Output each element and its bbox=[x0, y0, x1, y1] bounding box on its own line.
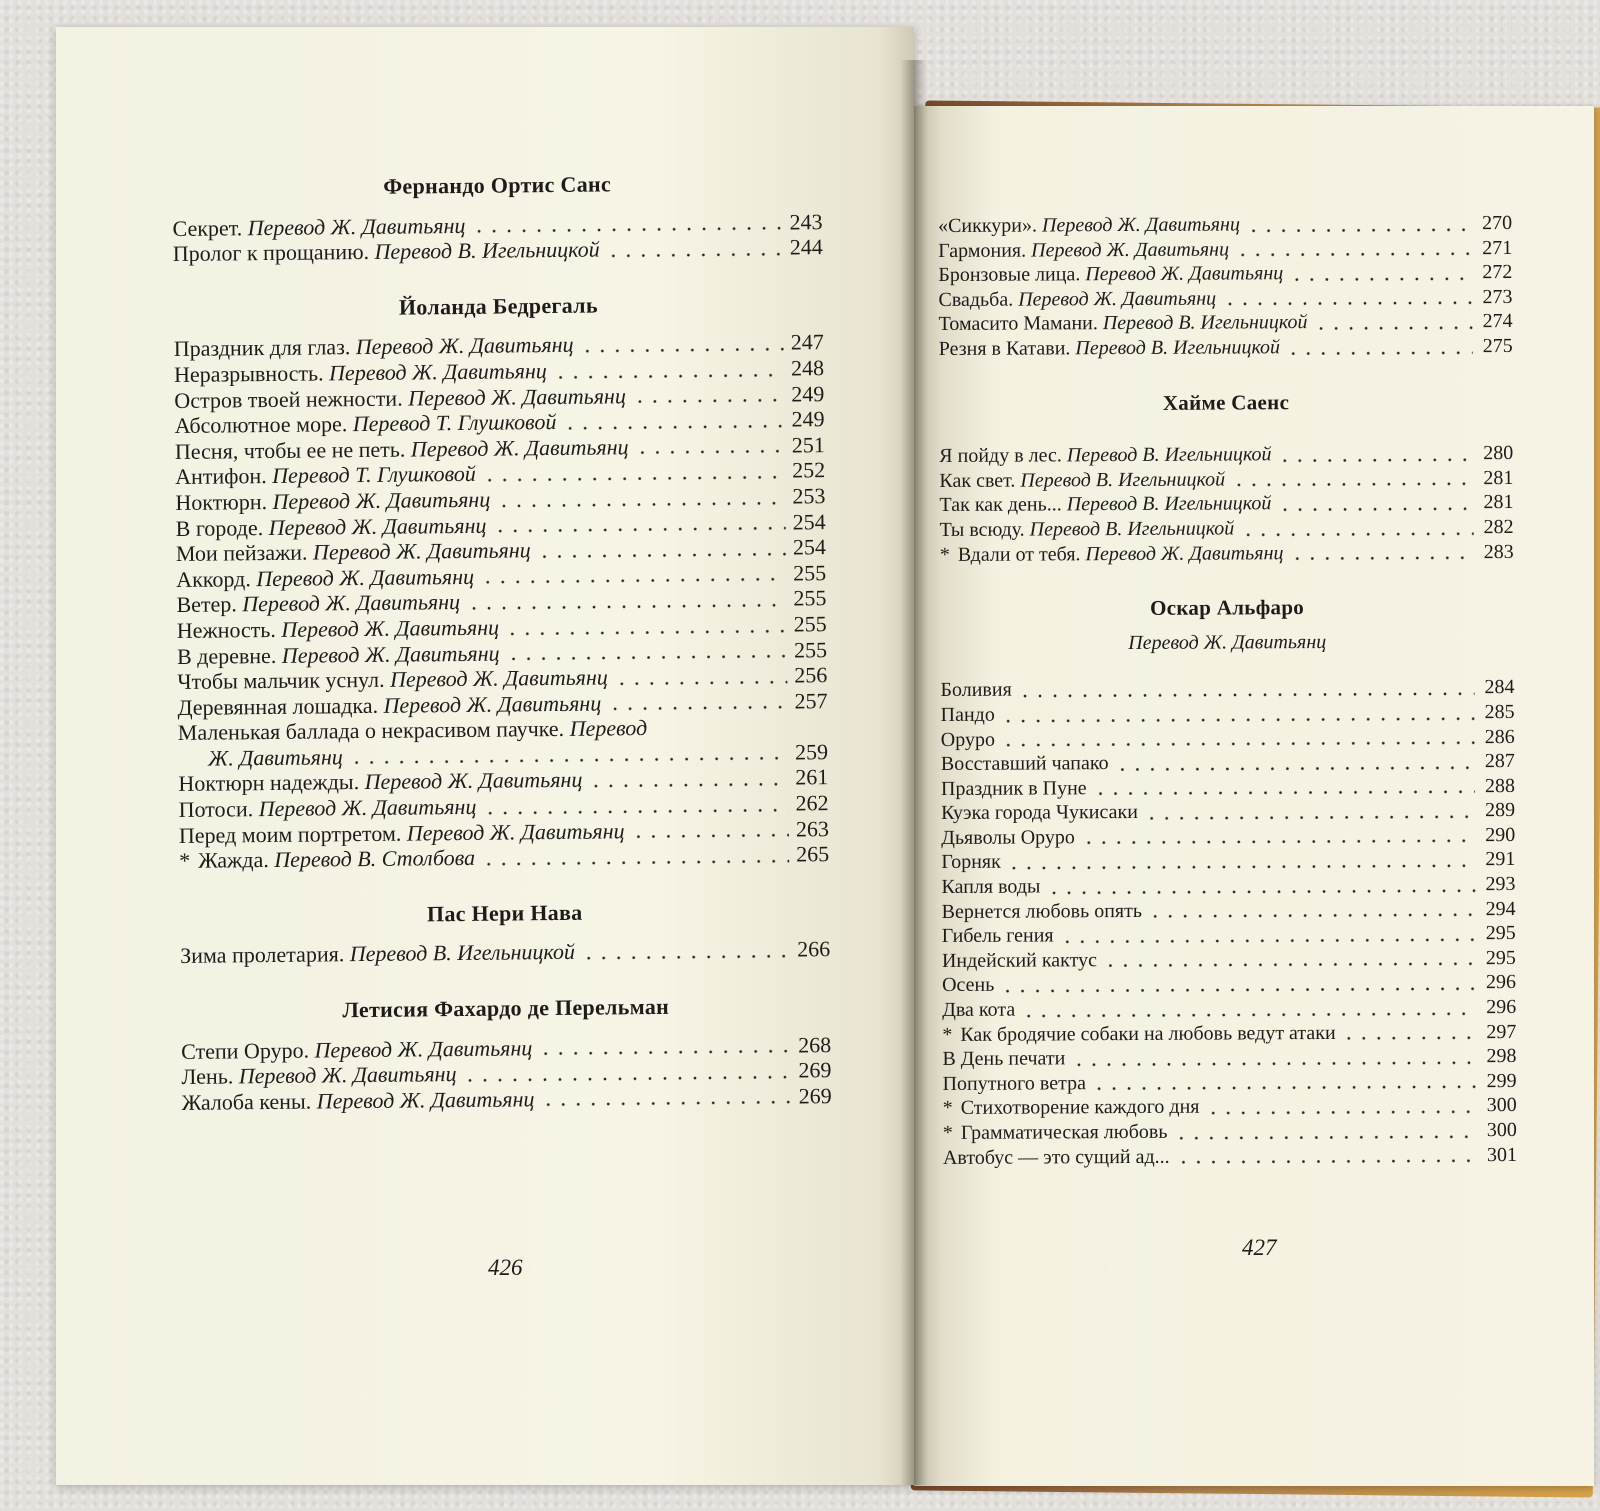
entry-title: Вернется любовь опять bbox=[941, 899, 1143, 923]
dot-leader bbox=[506, 655, 787, 661]
left-page-toc bbox=[172, 169, 832, 1115]
entry-page-number: 269 bbox=[798, 1082, 832, 1109]
dot-leader bbox=[496, 501, 785, 507]
entry-translator: Перевод В. Игельницкой bbox=[1075, 336, 1281, 360]
dot-leader bbox=[581, 955, 790, 960]
dot-leader bbox=[463, 1075, 792, 1081]
entry-title: Секрет. bbox=[172, 214, 243, 241]
entry-title: Абсолютное море. bbox=[174, 411, 348, 439]
toc-entry bbox=[938, 285, 1512, 313]
new-translation-asterisk: * bbox=[939, 543, 950, 566]
entry-title: В городе. bbox=[175, 514, 264, 541]
entry-page-number: 281 bbox=[1483, 491, 1514, 514]
entry-translator: Перевод Ж. Давитьянц bbox=[268, 512, 487, 540]
entry-page-number: 268 bbox=[797, 1031, 832, 1058]
entry-page-number: 299 bbox=[1486, 1069, 1517, 1092]
author-heading: Летисия Фахардо де Перельман bbox=[342, 993, 670, 1023]
dot-leader bbox=[538, 1050, 791, 1056]
dot-leader bbox=[1001, 717, 1475, 722]
entry-title: Степи Оруро. bbox=[181, 1037, 310, 1064]
toc-entry bbox=[942, 1020, 1516, 1048]
entry-page-number: 298 bbox=[1486, 1045, 1517, 1068]
entry-page-number: 283 bbox=[1483, 540, 1514, 563]
entry-translator: Перевод В. Столбова bbox=[274, 845, 476, 873]
dot-leader bbox=[1000, 987, 1476, 992]
entry-page-number: 247 bbox=[790, 329, 824, 355]
dot-leader bbox=[492, 527, 785, 533]
author-heading: Йоланда Бедрегаль bbox=[398, 292, 598, 320]
entry-title: В День печати bbox=[942, 1047, 1066, 1071]
book-gutter bbox=[900, 60, 928, 1485]
entry-title: В деревне. bbox=[176, 642, 277, 669]
entry-title: Как бродячие собаки на любовь ведут атаки bbox=[960, 1021, 1336, 1046]
dot-leader bbox=[482, 476, 785, 482]
entry-page-number: 296 bbox=[1486, 996, 1517, 1019]
toc-entry bbox=[940, 675, 1514, 703]
new-translation-asterisk: * bbox=[942, 1121, 953, 1144]
toc-entry bbox=[942, 970, 1516, 998]
toc-entry bbox=[939, 309, 1513, 337]
entry-translator: Перевод Ж. Давитьянц bbox=[238, 1061, 457, 1089]
entry-page-number: 255 bbox=[793, 559, 827, 586]
entry-title: Так как день... bbox=[939, 493, 1062, 517]
entry-translator: Перевод Ж. Давитьянц bbox=[314, 1034, 533, 1063]
entry-title: Индейский кактус bbox=[941, 949, 1097, 972]
toc-entry bbox=[941, 872, 1515, 900]
entry-title: Лень. bbox=[181, 1063, 234, 1090]
entry-title: Мои пейзажи. bbox=[175, 539, 308, 567]
entry-title: Нежность. bbox=[176, 616, 276, 643]
toc-entry bbox=[941, 700, 1515, 728]
entry-page-number: 274 bbox=[1482, 310, 1513, 333]
entry-translator: Перевод Ж. Давитьянц bbox=[272, 486, 491, 514]
dot-leader bbox=[481, 859, 789, 865]
entry-title: Пролог к прощанию. bbox=[172, 239, 370, 267]
dot-leader bbox=[632, 399, 784, 404]
entry-title: Автобус — это сущий ад... bbox=[942, 1145, 1170, 1169]
entry-page-number: 266 bbox=[797, 936, 831, 962]
entry-title: Томасито Мамани. bbox=[938, 312, 1098, 336]
entry-title: Гармония. bbox=[938, 239, 1027, 262]
dot-leader bbox=[1314, 326, 1473, 330]
dot-leader bbox=[1115, 766, 1475, 771]
author-heading: Пас Нери Нава bbox=[426, 899, 583, 927]
toc-entry bbox=[942, 946, 1516, 974]
dot-leader bbox=[588, 783, 788, 788]
dot-leader bbox=[537, 552, 786, 558]
entry-title: Жажда. bbox=[198, 847, 269, 874]
dot-leader bbox=[541, 1101, 792, 1107]
entry-title: Гибель гения bbox=[941, 924, 1054, 948]
entry-page-number: 281 bbox=[1483, 466, 1514, 489]
entry-page-number: 270 bbox=[1481, 211, 1513, 235]
entry-title: Боливия bbox=[940, 678, 1012, 702]
entry-title: Два кота bbox=[942, 998, 1016, 1022]
entry-page-number: 290 bbox=[1485, 823, 1516, 847]
entry-translator: Перевод Ж. Давитьянц bbox=[1085, 541, 1284, 565]
entry-translator: Перевод Ж. Давитьянц bbox=[242, 589, 461, 617]
entry-title: Ноктюрн надежды. bbox=[178, 769, 360, 797]
entry-title: Свадьба. bbox=[938, 288, 1014, 311]
entry-page-number: 285 bbox=[1484, 700, 1515, 724]
entry-title: Ты всюду. bbox=[939, 518, 1025, 541]
entry-page-number: 271 bbox=[1482, 236, 1513, 259]
entry-page-number: 287 bbox=[1484, 750, 1515, 773]
entry-translator: Перевод Ж. Давитьянц bbox=[1041, 213, 1240, 237]
dot-leader bbox=[1278, 458, 1474, 462]
entry-page-number: 288 bbox=[1484, 774, 1516, 797]
dot-leader bbox=[631, 834, 789, 839]
dot-leader bbox=[1092, 1086, 1477, 1091]
entry-translator: Перевод В. Игельницкой bbox=[1066, 443, 1272, 467]
entry-translator: Перевод bbox=[569, 715, 648, 742]
toc-entry bbox=[941, 847, 1515, 875]
entry-title: Песня, чтобы ее не петь. bbox=[174, 436, 406, 464]
toc-entry bbox=[938, 211, 1512, 239]
entry-page-number: 255 bbox=[793, 636, 828, 663]
dot-leader bbox=[1021, 1012, 1476, 1017]
dot-leader bbox=[1093, 790, 1475, 795]
new-translation-asterisk: * bbox=[179, 848, 191, 874]
entry-page-number: 301 bbox=[1486, 1143, 1517, 1166]
entry-page-number: 269 bbox=[798, 1057, 832, 1083]
toc-entry bbox=[939, 334, 1513, 362]
dot-leader bbox=[580, 348, 784, 353]
toc-entry bbox=[942, 995, 1516, 1023]
entry-translator: Перевод В. Игельницкой bbox=[1020, 468, 1226, 492]
toc-entry bbox=[938, 260, 1512, 288]
entry-page-number: 259 bbox=[794, 739, 829, 765]
entry-page-number: 262 bbox=[795, 790, 829, 816]
entry-title: Праздник для глаз. bbox=[173, 334, 351, 362]
entry-title: Стихотворение каждого дня bbox=[960, 1096, 1200, 1120]
toc-entry bbox=[939, 490, 1513, 518]
entry-page-number: 253 bbox=[792, 483, 826, 509]
entry-title: Дьяволы Оруро bbox=[941, 826, 1075, 849]
entry-page-number: 296 bbox=[1485, 971, 1517, 994]
entry-title: Вдали от тебя. bbox=[957, 542, 1081, 566]
entry-translator: Перевод Ж. Давитьянц bbox=[389, 664, 608, 692]
entry-page-number: 254 bbox=[792, 534, 827, 560]
entry-title: «Сиккури». bbox=[938, 214, 1038, 237]
entry-title: Потоси. bbox=[178, 796, 254, 823]
new-translation-asterisk: * bbox=[942, 1097, 953, 1120]
dot-leader bbox=[1289, 277, 1472, 281]
toc-entry bbox=[938, 236, 1512, 264]
dot-leader bbox=[614, 680, 788, 685]
entry-title: Праздник в Пуне bbox=[940, 776, 1087, 800]
dot-leader bbox=[1103, 963, 1476, 968]
entry-page-number: 255 bbox=[793, 611, 827, 637]
entry-title: Чтобы мальчик уснул. bbox=[177, 666, 385, 695]
entry-translator: Перевод Ж. Давитьянц bbox=[256, 563, 475, 591]
dot-leader bbox=[349, 757, 788, 765]
entry-page-number: 248 bbox=[790, 355, 825, 381]
dot-leader bbox=[505, 629, 787, 635]
entry-page-number: 300 bbox=[1486, 1118, 1517, 1142]
dot-leader bbox=[1205, 1110, 1476, 1114]
entry-translator: Перевод Ж. Давитьянц bbox=[355, 332, 574, 360]
entry-translator: Перевод В. Игельницкой bbox=[1066, 492, 1272, 516]
entry-page-number: 244 bbox=[789, 234, 823, 260]
dot-leader bbox=[1246, 228, 1472, 232]
toc-entry bbox=[942, 1044, 1516, 1072]
dot-leader bbox=[1018, 692, 1475, 697]
dot-leader bbox=[1277, 507, 1473, 511]
entry-translator: Перевод Ж. Давитьянц bbox=[316, 1086, 535, 1114]
entry-translator: Перевод Ж. Давитьянц bbox=[247, 212, 466, 240]
entry-title: Аккорд. bbox=[176, 565, 251, 592]
dot-leader bbox=[1176, 1159, 1477, 1164]
right-page-toc bbox=[938, 211, 1517, 1170]
entry-translator: Перевод Ж. Давитьянц bbox=[410, 433, 629, 462]
dot-leader bbox=[471, 227, 782, 233]
toc-entry bbox=[943, 1093, 1517, 1121]
entry-page-number: 249 bbox=[791, 380, 825, 407]
page-number-left: 426 bbox=[488, 1255, 523, 1280]
dot-leader bbox=[1071, 1061, 1476, 1066]
dot-leader bbox=[1148, 913, 1476, 918]
entry-translator: Перевод Ж. Давитьянц bbox=[281, 614, 500, 642]
entry-translator: Перевод Т. Глушковой bbox=[352, 409, 557, 437]
dot-leader bbox=[1290, 556, 1474, 560]
entry-page-number: 294 bbox=[1485, 897, 1516, 920]
entry-translator: Перевод В. Игельницкой bbox=[1102, 311, 1308, 335]
entry-page-number: 280 bbox=[1483, 442, 1514, 465]
dot-leader bbox=[1081, 840, 1475, 845]
entry-page-number: 265 bbox=[796, 841, 830, 867]
entry-title: Горняк bbox=[941, 851, 1001, 874]
entry-title: Перед моим портретом. bbox=[178, 820, 402, 848]
dot-leader bbox=[1046, 889, 1475, 894]
author-heading: Фернандо Ортис Санс bbox=[383, 171, 612, 199]
entry-translator: Перевод Ж. Давитьянц bbox=[406, 817, 625, 846]
entry-translator: Перевод Ж. Давитьянц bbox=[407, 382, 627, 411]
toc-entry bbox=[942, 921, 1516, 949]
dot-leader bbox=[1007, 864, 1476, 869]
entry-translator: Перевод Т. Глушковой bbox=[272, 461, 476, 489]
entry-title: Пандо bbox=[940, 703, 995, 726]
toc-entry bbox=[943, 1143, 1517, 1171]
entry-page-number: 261 bbox=[795, 764, 829, 790]
dot-leader bbox=[606, 252, 783, 257]
entry-page-number: 289 bbox=[1485, 799, 1516, 822]
entry-page-number: 273 bbox=[1482, 285, 1513, 308]
dot-leader bbox=[562, 424, 784, 429]
section-translator: Перевод Ж. Давитьянц bbox=[1128, 630, 1327, 654]
author-heading: Хайме Саенс bbox=[1162, 389, 1290, 415]
dot-leader bbox=[1286, 351, 1473, 355]
entry-translator: Перевод Ж. Давитьянц bbox=[1018, 287, 1217, 311]
toc-entry bbox=[942, 897, 1516, 925]
entry-title: Попутного ветра bbox=[942, 1072, 1086, 1095]
dot-leader bbox=[553, 373, 784, 378]
entry-page-number: 243 bbox=[789, 208, 823, 235]
dot-leader bbox=[1222, 302, 1472, 306]
entry-page-number: 251 bbox=[791, 431, 825, 458]
entry-title: Неразрывность. bbox=[173, 360, 324, 387]
entry-title: Восставший чапако bbox=[940, 752, 1109, 776]
entry-page-number: 257 bbox=[794, 687, 828, 714]
entry-translator: Перевод Ж. Давитьянц bbox=[1085, 262, 1284, 286]
entry-page-number: 293 bbox=[1485, 873, 1516, 896]
entry-translator: Перевод В. Игельницкой bbox=[1029, 517, 1235, 541]
entry-title: Антифон. bbox=[175, 463, 267, 490]
entry-page-number: 254 bbox=[792, 508, 826, 535]
entry-title: Ноктюрн. bbox=[175, 488, 268, 515]
entry-translator: Перевод В. Игельницкой bbox=[349, 939, 576, 967]
entry-page-number: 295 bbox=[1485, 946, 1516, 969]
dot-leader bbox=[482, 808, 788, 814]
dot-leader bbox=[1173, 1135, 1476, 1140]
entry-page-number: 275 bbox=[1482, 334, 1513, 358]
dot-leader bbox=[1235, 252, 1472, 256]
entry-page-number: 255 bbox=[793, 585, 827, 611]
toc-entry bbox=[941, 724, 1515, 752]
entry-title: Остров твоей нежности. bbox=[174, 385, 403, 413]
toc-entry bbox=[941, 798, 1515, 826]
entry-page-number: 282 bbox=[1483, 515, 1514, 539]
toc-entry bbox=[942, 1069, 1516, 1097]
toc-entry bbox=[939, 466, 1513, 494]
toc-entry bbox=[941, 749, 1515, 777]
dot-leader bbox=[1060, 938, 1476, 943]
entry-title: Я пойду в лес. bbox=[939, 444, 1062, 468]
entry-page-number: 249 bbox=[791, 406, 825, 432]
entry-title: Деревянная лошадка. bbox=[177, 692, 379, 720]
dot-leader bbox=[1144, 815, 1475, 820]
entry-title: Резня в Катави. bbox=[938, 337, 1071, 360]
entry-title: Зима пролетария. bbox=[180, 941, 345, 969]
entry-page-number: 252 bbox=[791, 457, 826, 483]
entry-page-number: 272 bbox=[1482, 261, 1513, 284]
dot-leader bbox=[466, 603, 786, 609]
entry-page-number: 291 bbox=[1485, 848, 1516, 871]
entry-title: Куэка города Чукисаки bbox=[941, 801, 1138, 825]
entry-translator: Перевод В. Игельницкой bbox=[374, 236, 600, 265]
entry-page-number: 297 bbox=[1486, 1020, 1517, 1043]
entry-page-number: 295 bbox=[1485, 922, 1516, 945]
entry-translator: Перевод Ж. Давитьянц bbox=[1031, 238, 1230, 262]
entry-title: Грамматическая любовь bbox=[960, 1120, 1168, 1144]
entry-page-number: 300 bbox=[1486, 1094, 1517, 1117]
entry-translator: Перевод Ж. Давитьянц bbox=[364, 767, 583, 795]
entry-page-number: 286 bbox=[1484, 725, 1515, 748]
entry-page-number: 263 bbox=[795, 815, 829, 842]
entry-title: Оруро bbox=[940, 728, 995, 751]
entry-page-number: 256 bbox=[794, 662, 828, 688]
entry-translator: Перевод Ж. Давитьянц bbox=[328, 358, 547, 386]
entry-title: Жалоба кены. bbox=[181, 1088, 312, 1115]
dot-leader bbox=[607, 706, 787, 711]
entry-title: Капля воды bbox=[941, 875, 1041, 899]
toc-entry bbox=[939, 441, 1513, 469]
entry-translator: Перевод Ж. Давитьянц bbox=[281, 640, 500, 668]
toc-entry bbox=[940, 540, 1514, 568]
toc-entry bbox=[941, 774, 1515, 802]
page-number-right: 427 bbox=[1242, 1235, 1277, 1260]
entry-translator: Перевод Ж. Давитьянц bbox=[383, 690, 602, 718]
toc-entry bbox=[943, 1118, 1517, 1146]
author-heading: Оскар Альфаро bbox=[1149, 595, 1305, 621]
dot-leader bbox=[1342, 1036, 1477, 1040]
entry-title: Бронзовые лица. bbox=[938, 263, 1081, 287]
entry-title: Маленькая баллада о некрасивом паучке. bbox=[177, 716, 565, 746]
dot-leader bbox=[1240, 532, 1473, 536]
entry-translator: Перевод Ж. Давитьянц bbox=[258, 793, 477, 822]
entry-title: Как свет. bbox=[939, 469, 1016, 492]
dot-leader bbox=[1001, 741, 1475, 746]
dot-leader bbox=[635, 450, 785, 455]
entry-page-number: 284 bbox=[1484, 676, 1515, 699]
entry-translator: Ж. Давитьянц bbox=[207, 744, 343, 771]
dot-leader bbox=[480, 578, 786, 584]
entry-title: Ветер. bbox=[176, 591, 237, 618]
entry-translator: Перевод Ж. Давитьянц bbox=[312, 537, 531, 565]
toc-entry bbox=[940, 515, 1514, 543]
new-translation-asterisk: * bbox=[942, 1023, 953, 1046]
toc-entry bbox=[941, 823, 1515, 851]
dot-leader bbox=[1231, 483, 1473, 487]
entry-title: Осень bbox=[941, 974, 995, 997]
